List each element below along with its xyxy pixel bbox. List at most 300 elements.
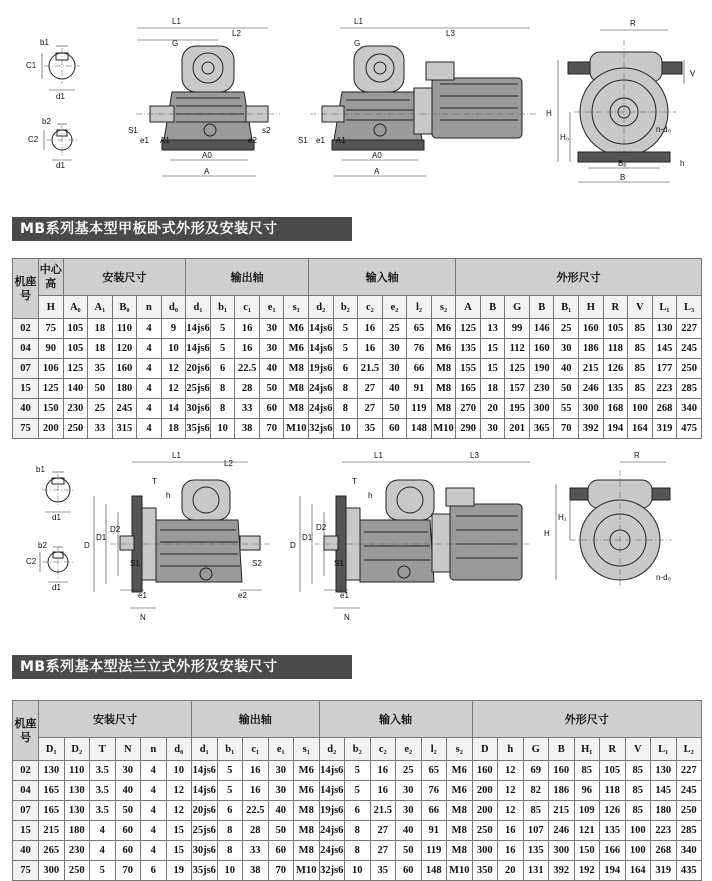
table-cell: 4 <box>141 761 167 781</box>
table-cell: 435 <box>676 861 702 881</box>
table-cell: 50 <box>268 821 294 841</box>
table-cell: 96 <box>574 781 600 801</box>
table-cell: 215 <box>39 821 65 841</box>
table-cell: 30 <box>382 339 407 359</box>
table-cell: 22.5 <box>243 801 269 821</box>
front-view-reducer <box>128 17 280 176</box>
table-cell: 8 <box>210 379 235 399</box>
table-row <box>13 399 702 419</box>
table-cell: 35js6 <box>192 861 218 881</box>
table-row <box>13 781 702 801</box>
table-cell: 246 <box>579 379 604 399</box>
frame-code-cell: 75 <box>13 861 39 881</box>
table-cell: 66 <box>421 801 447 821</box>
table-cell: 215 <box>579 359 604 379</box>
table-cell: 33 <box>88 419 113 439</box>
table-cell: 60 <box>396 861 422 881</box>
shaft-section-3 <box>36 465 74 522</box>
table-cell: 246 <box>549 821 575 841</box>
table-cell: 230 <box>64 841 90 861</box>
table-cell: 121 <box>574 821 600 841</box>
table-cell: 4 <box>90 841 116 861</box>
table-cell: 250 <box>677 359 702 379</box>
flange-front-view <box>84 451 270 622</box>
column-header-cell: e₂ <box>396 738 422 761</box>
label-S2-flange: S2 <box>252 559 262 568</box>
table-row <box>13 379 702 399</box>
label-H-flange-side: H <box>544 529 550 538</box>
column-header-cell: V <box>628 296 653 319</box>
table-cell: 69 <box>523 761 549 781</box>
table-cell: 5 <box>217 761 243 781</box>
column-header-cell: e₂ <box>382 296 407 319</box>
table-cell: 35 <box>88 359 113 379</box>
table-cell: 392 <box>549 861 575 881</box>
table-cell: 215 <box>549 801 575 821</box>
table-row <box>13 801 702 821</box>
table-cell: 27 <box>358 399 383 419</box>
table-cell: 30 <box>554 339 579 359</box>
column-header-cell: G <box>523 738 549 761</box>
table-cell: 340 <box>676 841 702 861</box>
spec-table-flange <box>12 700 702 881</box>
group-header-cell: 安装尺寸 <box>63 259 186 296</box>
label-S1-motor: S1 <box>298 136 308 145</box>
column-header-cell: A₀ <box>63 296 88 319</box>
column-header-cell: A <box>456 296 481 319</box>
table-cell: 5 <box>333 339 358 359</box>
table-cell: 13 <box>480 319 505 339</box>
table-cell: 223 <box>652 379 677 399</box>
table-cell: 130 <box>652 319 677 339</box>
frame-code-cell: 02 <box>13 761 39 781</box>
label-B0-side: B₀ <box>618 159 627 168</box>
table-row <box>13 339 702 359</box>
table-cell: 65 <box>421 761 447 781</box>
label-H0-side: H₀ <box>560 133 570 142</box>
column-header-cell: L₃ <box>677 296 702 319</box>
table-cell: 300 <box>39 861 65 881</box>
label-L2-front: L2 <box>232 29 241 38</box>
table-cell: 33 <box>243 841 269 861</box>
table-cell: M6 <box>447 761 473 781</box>
table-cell: 112 <box>505 339 530 359</box>
table-cell: 30 <box>382 359 407 379</box>
label-S1-front: S1 <box>128 126 138 135</box>
table-cell: 125 <box>456 319 481 339</box>
table-cell: 8 <box>333 399 358 419</box>
table-cell: 9 <box>161 319 186 339</box>
table-cell: 180 <box>651 801 677 821</box>
table-cell: 30 <box>480 419 505 439</box>
table-cell: 130 <box>64 781 90 801</box>
table-cell: 245 <box>112 399 137 419</box>
table-cell: 30 <box>268 781 294 801</box>
row-header-cell: 机座号 <box>13 701 39 761</box>
table-row <box>13 419 702 439</box>
table-cell: 70 <box>268 861 294 881</box>
table-cell: 60 <box>115 821 141 841</box>
table-cell: 5 <box>333 319 358 339</box>
table-cell: 100 <box>625 841 651 861</box>
side-view <box>546 19 696 182</box>
label-D2-flange-motor: D2 <box>316 523 327 532</box>
table-column-row <box>13 296 702 319</box>
flange-side-view <box>544 451 672 590</box>
table-cell: 60 <box>115 841 141 861</box>
table-cell: 15 <box>480 339 505 359</box>
table-cell: 32js6 <box>319 861 345 881</box>
table-cell: 15 <box>480 359 505 379</box>
table-cell: 35 <box>370 861 396 881</box>
column-header-cell: B <box>529 296 554 319</box>
frame-code-cell: 40 <box>13 399 39 419</box>
column-header-cell: T <box>90 738 116 761</box>
column-header-cell: h <box>498 738 524 761</box>
table-row <box>13 319 702 339</box>
table-cell: 5 <box>345 761 371 781</box>
label-A-motor: A <box>374 167 380 176</box>
table-cell: 33 <box>235 399 260 419</box>
row-header-cell: 机座号 <box>13 259 39 319</box>
column-header-cell: R <box>600 738 626 761</box>
group-header-cell: 输出轴 <box>186 259 309 296</box>
label-e2-front: e2 <box>248 136 257 145</box>
table-cell: 20js6 <box>186 359 211 379</box>
label-N-flange: N <box>140 613 146 622</box>
table-cell: 76 <box>407 339 432 359</box>
column-header-cell: n <box>141 738 167 761</box>
column-header-cell: d₂ <box>319 738 345 761</box>
table-cell: 268 <box>651 841 677 861</box>
column-header-cell: A₁ <box>88 296 113 319</box>
column-header-cell: H <box>579 296 604 319</box>
table-cell: 105 <box>63 339 88 359</box>
label-c2-top: C2 <box>28 135 39 144</box>
column-header-cell: b₂ <box>345 738 371 761</box>
table-cell: M10 <box>284 419 309 439</box>
column-header-cell: R <box>603 296 628 319</box>
table-cell: 5 <box>210 319 235 339</box>
frame-code-cell: 04 <box>13 339 39 359</box>
table-cell: 106 <box>39 359 64 379</box>
table-cell: 65 <box>407 319 432 339</box>
table-cell: 18 <box>88 319 113 339</box>
table-cell: 66 <box>407 359 432 379</box>
table-cell: 131 <box>523 861 549 881</box>
table-cell: 30 <box>115 761 141 781</box>
table-cell: 168 <box>603 399 628 419</box>
label-e1-motor: e1 <box>316 136 325 145</box>
table-cell: 3.5 <box>90 761 116 781</box>
table-cell: 14 <box>161 399 186 419</box>
table-cell: 18 <box>88 339 113 359</box>
table-cell: 6 <box>333 359 358 379</box>
table-cell: M10 <box>447 861 473 881</box>
column-header-cell: D <box>472 738 498 761</box>
table-cell: 10 <box>166 761 192 781</box>
label-T-flange-motor: T <box>352 477 357 486</box>
table-cell: 25 <box>88 399 113 419</box>
label-L3-flange-motor: L3 <box>470 451 479 460</box>
label-L1-motor: L1 <box>354 17 363 26</box>
column-header-cell: l₂ <box>407 296 432 319</box>
table-cell: 290 <box>456 419 481 439</box>
table-cell: 194 <box>603 419 628 439</box>
table-cell: 40 <box>268 801 294 821</box>
table-cell: 4 <box>141 781 167 801</box>
table-cell: M6 <box>294 761 320 781</box>
table-cell: 19js6 <box>309 359 334 379</box>
table-cell: 300 <box>579 399 604 419</box>
column-header-cell: H <box>39 296 64 319</box>
table-cell: 14js6 <box>319 781 345 801</box>
column-header-cell: n <box>137 296 162 319</box>
table-cell: 20 <box>498 861 524 881</box>
table-cell: 14js6 <box>309 339 334 359</box>
table-cell: 120 <box>112 339 137 359</box>
label-L3-motor: L3 <box>446 29 455 38</box>
table-cell: 200 <box>472 781 498 801</box>
label-d1b-mid: d1 <box>52 583 61 592</box>
table-cell: 6 <box>217 801 243 821</box>
table-cell: 166 <box>600 841 626 861</box>
column-header-cell: H₁ <box>574 738 600 761</box>
column-header-cell: B₀ <box>112 296 137 319</box>
table-cell: 85 <box>625 761 651 781</box>
table-cell: 21.5 <box>358 359 383 379</box>
table-cell: 160 <box>549 761 575 781</box>
table-cell: 227 <box>677 319 702 339</box>
table-cell: 250 <box>64 861 90 881</box>
column-header-cell: d₀ <box>161 296 186 319</box>
table-cell: 190 <box>529 359 554 379</box>
table-row <box>13 761 702 781</box>
table-cell: 28 <box>235 379 260 399</box>
table-cell: 12 <box>498 761 524 781</box>
column-header-cell: c₂ <box>358 296 383 319</box>
column-header-cell: V <box>625 738 651 761</box>
table-cell: 105 <box>63 319 88 339</box>
label-e2-flange: e2 <box>238 591 247 600</box>
table-cell: 270 <box>456 399 481 419</box>
table-cell: 8 <box>210 399 235 419</box>
table-cell: 165 <box>39 801 65 821</box>
table-cell: 392 <box>579 419 604 439</box>
table-cell: 85 <box>625 801 651 821</box>
frame-code-cell: 04 <box>13 781 39 801</box>
group-header-cell: 安装尺寸 <box>39 701 192 738</box>
label-G-motor: G <box>354 39 361 48</box>
label-N-flange-motor: N <box>344 613 350 622</box>
label-d1b-top: d1 <box>56 161 65 170</box>
label-D2-flange: D2 <box>110 525 121 534</box>
label-b1-top: b1 <box>40 38 49 47</box>
motor-view <box>298 17 536 176</box>
table-cell: 4 <box>137 359 162 379</box>
label-h-flange-motor: h <box>368 491 373 500</box>
table-cell: 60 <box>259 399 284 419</box>
table-cell: 365 <box>529 419 554 439</box>
column-header-cell: s₂ <box>447 738 473 761</box>
label-S1-flange-motor: S1 <box>334 559 344 568</box>
label-B-side: B <box>620 173 626 182</box>
label-R-flange-side: R <box>634 451 640 460</box>
table-cell: 10 <box>333 419 358 439</box>
column-header-cell: e₁ <box>259 296 284 319</box>
column-header-cell: d₀ <box>166 738 192 761</box>
table-cell: M6 <box>431 319 456 339</box>
group-header-cell: 输入轴 <box>309 259 456 296</box>
table-cell: 10 <box>345 861 371 881</box>
table-cell: 30 <box>259 339 284 359</box>
label-L1-flange-motor: L1 <box>374 451 383 460</box>
table-cell: 15 <box>166 841 192 861</box>
column-header-cell: D₂ <box>64 738 90 761</box>
table-cell: 8 <box>333 379 358 399</box>
table-cell: 50 <box>396 841 422 861</box>
horizontal-drawings <box>0 0 712 205</box>
table-cell: 130 <box>651 761 677 781</box>
label-e1-flange: e1 <box>138 591 147 600</box>
table-cell: 12 <box>498 801 524 821</box>
table-cell: 146 <box>529 319 554 339</box>
table-cell: 145 <box>652 339 677 359</box>
table-group-row <box>13 259 702 296</box>
section-title-horizontal: MB系列基本型甲板卧式外形及安装尺寸 <box>12 217 352 241</box>
table-cell: 100 <box>628 399 653 419</box>
table-cell: 16 <box>370 761 396 781</box>
table-cell: 19 <box>166 861 192 881</box>
table-cell: 35 <box>358 419 383 439</box>
table-cell: 8 <box>217 841 243 861</box>
table-cell: 40 <box>554 359 579 379</box>
flange-motor-view <box>290 451 530 622</box>
table-cell: 35js6 <box>186 419 211 439</box>
column-header-cell: c₁ <box>243 738 269 761</box>
label-D1-flange-motor: D1 <box>302 533 313 542</box>
table-cell: 85 <box>628 359 653 379</box>
table-cell: 4 <box>137 419 162 439</box>
table-column-row <box>13 738 702 761</box>
table-cell: 140 <box>63 379 88 399</box>
table-cell: 4 <box>141 841 167 861</box>
table-cell: 16 <box>358 319 383 339</box>
table-cell: 230 <box>529 379 554 399</box>
label-A1-front: A1 <box>160 136 170 145</box>
table-cell: 250 <box>63 419 88 439</box>
label-nd0-flange-side: n-d₀ <box>656 573 671 582</box>
table-cell: 186 <box>579 339 604 359</box>
label-d1-top: d1 <box>56 92 65 101</box>
table-cell: 300 <box>549 841 575 861</box>
table-cell: M6 <box>284 339 309 359</box>
table-cell: 25 <box>396 761 422 781</box>
label-A0-motor: A0 <box>372 151 382 160</box>
shaft-section-4 <box>26 541 74 592</box>
table-cell: 70 <box>115 861 141 881</box>
table-cell: 4 <box>141 821 167 841</box>
table-cell: 8 <box>217 821 243 841</box>
table-cell: 160 <box>579 319 604 339</box>
table-cell: 25 <box>382 319 407 339</box>
table-cell: 14js6 <box>186 319 211 339</box>
spec-table-horizontal <box>12 258 702 439</box>
table-cell: 118 <box>600 781 626 801</box>
column-header-cell: B <box>549 738 575 761</box>
frame-code-cell: 07 <box>13 359 39 379</box>
table-cell: 27 <box>370 841 396 861</box>
group-header-cell: 输出轴 <box>192 701 320 738</box>
table-cell: 5 <box>217 781 243 801</box>
table-cell: 25js6 <box>192 821 218 841</box>
table-cell: 55 <box>554 399 579 419</box>
table-cell: 150 <box>574 841 600 861</box>
table-cell: 20 <box>480 399 505 419</box>
table-cell: 85 <box>628 339 653 359</box>
table-cell: 155 <box>456 359 481 379</box>
table-cell: 250 <box>676 801 702 821</box>
column-header-cell: B <box>480 296 505 319</box>
table-cell: 85 <box>628 319 653 339</box>
table-cell: 285 <box>676 821 702 841</box>
table-cell: M6 <box>447 781 473 801</box>
table-cell: 200 <box>472 801 498 821</box>
label-S1-flange: S1 <box>130 559 140 568</box>
table-cell: 25js6 <box>186 379 211 399</box>
table-cell: 3.5 <box>90 801 116 821</box>
label-D-flange: D <box>84 541 90 550</box>
label-h-side: h <box>680 159 685 168</box>
table-cell: 14js6 <box>192 761 218 781</box>
table-cell: 16 <box>498 821 524 841</box>
group-header-cell: 外形尺寸 <box>456 259 702 296</box>
table-cell: 75 <box>39 319 64 339</box>
table-cell: 177 <box>652 359 677 379</box>
table-cell: 200 <box>39 419 64 439</box>
table-cell: 107 <box>523 821 549 841</box>
table-cell: 148 <box>421 861 447 881</box>
table-cell: 19js6 <box>319 801 345 821</box>
table-cell: 10 <box>217 861 243 881</box>
table-cell: M10 <box>294 861 320 881</box>
label-A0-front: A0 <box>202 151 212 160</box>
label-c1-top: C1 <box>26 61 37 70</box>
table-cell: 268 <box>652 399 677 419</box>
table-cell: 25 <box>554 319 579 339</box>
table-cell: 245 <box>677 339 702 359</box>
table-cell: 15 <box>166 821 192 841</box>
table-cell: M8 <box>447 821 473 841</box>
table-cell: 319 <box>652 419 677 439</box>
column-header-cell: b₂ <box>333 296 358 319</box>
table-cell: 110 <box>64 761 90 781</box>
table-cell: 285 <box>677 379 702 399</box>
table-cell: 265 <box>39 841 65 861</box>
table-cell: 21.5 <box>370 801 396 821</box>
column-header-cell: d₂ <box>309 296 334 319</box>
table-cell: 192 <box>574 861 600 881</box>
group-header-cell: 外形尺寸 <box>472 701 702 738</box>
table-cell: 70 <box>259 419 284 439</box>
table-cell: M10 <box>431 419 456 439</box>
label-b2-top: b2 <box>42 117 51 126</box>
table-cell: 475 <box>677 419 702 439</box>
table-cell: 24js6 <box>319 841 345 861</box>
column-header-cell: s₂ <box>431 296 456 319</box>
table-cell: M8 <box>431 379 456 399</box>
table-cell: 14js6 <box>309 319 334 339</box>
